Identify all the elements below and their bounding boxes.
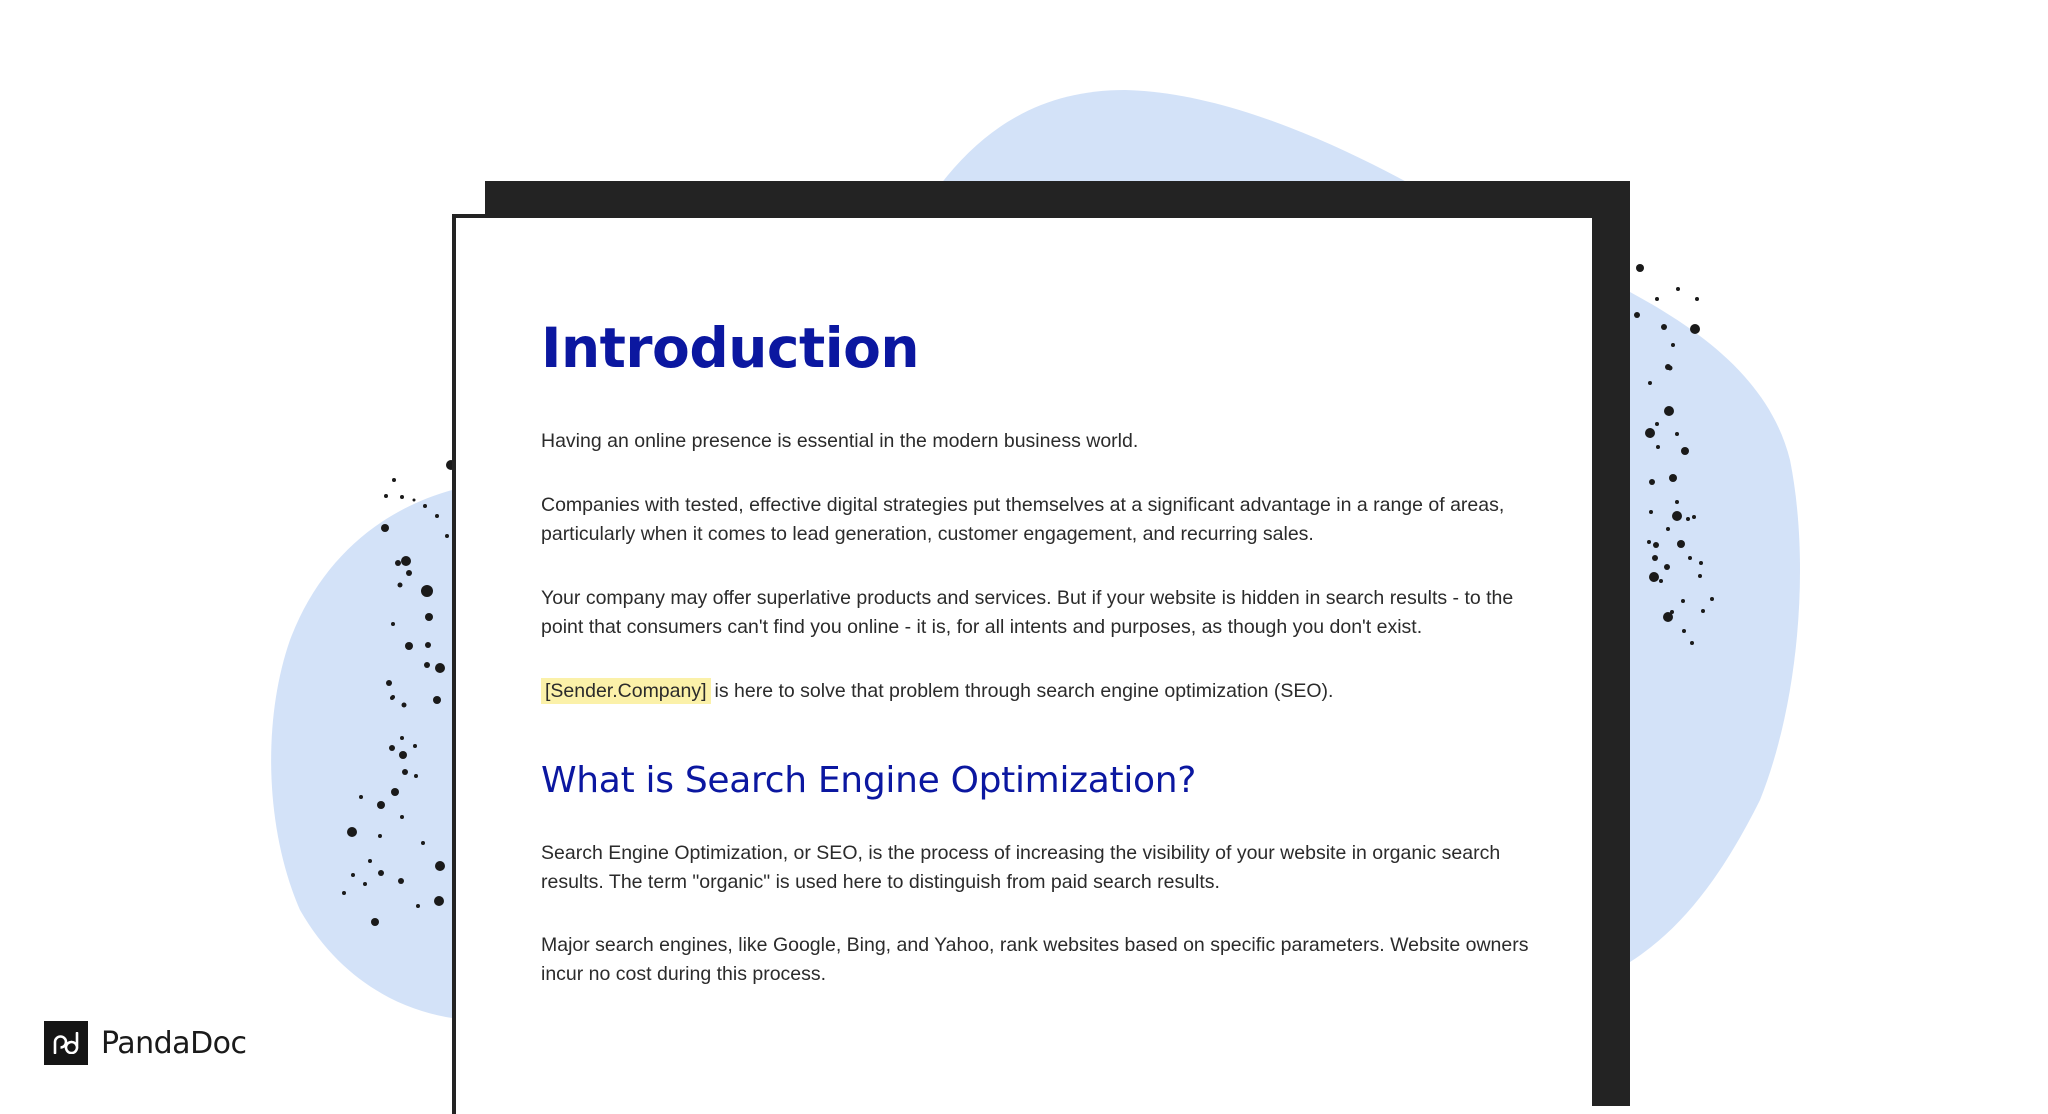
intro-paragraph-4 — [541, 677, 1541, 706]
page-title: Introduction — [541, 316, 920, 380]
document-shadow-right — [1592, 181, 1630, 1106]
section-heading: What is Search Engine Optimization? — [541, 760, 1197, 801]
left-blue-blob — [271, 490, 452, 1018]
seo-paragraph-2: Major search engines, like Google, Bing, and Yahoo, rank websites based on specific parameters. Website owners incur no cost during this process. — [541, 934, 1529, 985]
right-blue-blob — [1630, 292, 1800, 962]
pandadoc-logo — [44, 1021, 247, 1065]
pandadoc-pd-icon — [44, 1021, 88, 1065]
seo-paragraph-1: Search Engine Optimization, or SEO, is the process of increasing the visibility of your website in organic search results. The term "organic" is used here to distinguish from paid search results. — [541, 842, 1501, 893]
intro-paragraph-1: Having an online presence is essential in the modern business world. — [541, 430, 1139, 452]
sender-company-variable[interactable]: [Sender.Company] — [541, 678, 711, 704]
brand-name: PandaDoc — [101, 1025, 247, 1061]
intro-paragraph-2: Companies with tested, effective digital strategies put themselves at a significant advantage in a range of areas, particularly when it comes to lead generation, customer engagement, and recurring sales. — [541, 494, 1505, 545]
intro-paragraph-3: Your company may offer superlative products and services. But if your website is hidden in search results - to the point that consumers can't find you online - it is, for all intents and purposes, as though you don't exist. — [541, 587, 1514, 638]
top-blue-blob — [940, 90, 1412, 185]
variable-paragraph-text: is here to solve that problem through search engine optimization (SEO). — [714, 680, 1334, 702]
